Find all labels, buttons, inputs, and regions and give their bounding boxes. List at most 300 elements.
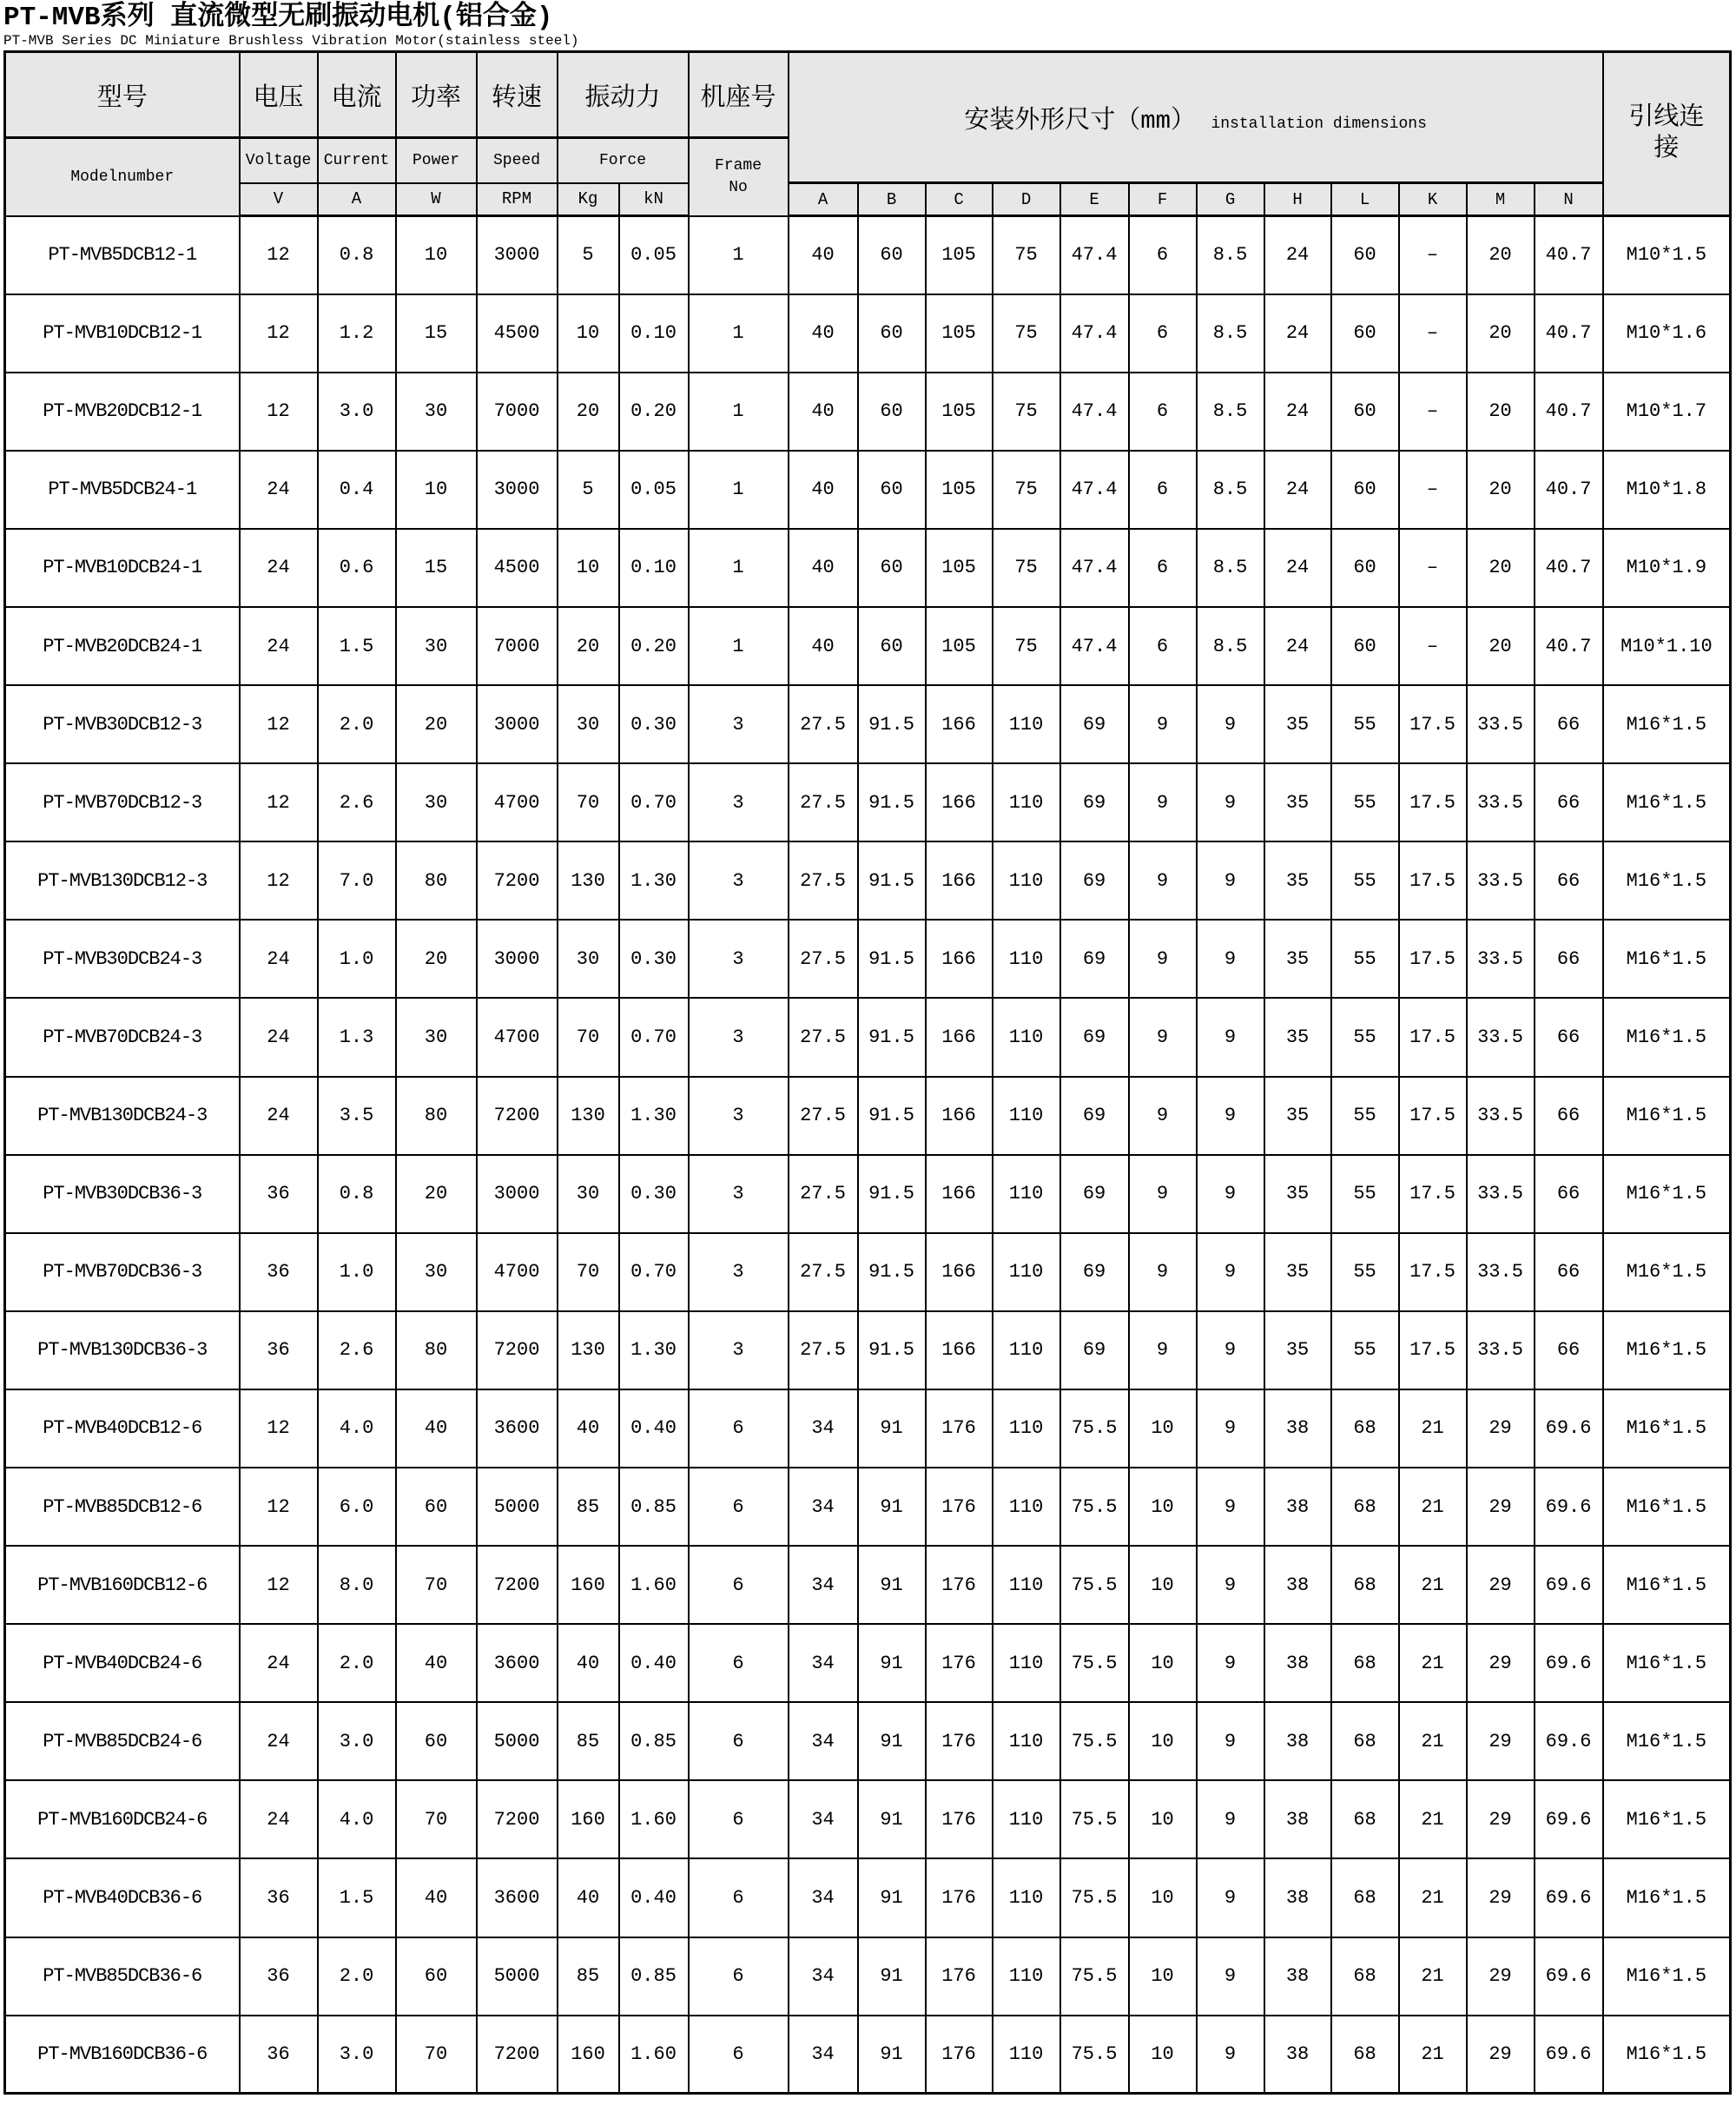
value-cell: M10*1.10 [1603,607,1731,685]
value-cell: 30 [396,763,477,841]
value-cell: 166 [926,1233,993,1311]
value-cell: 10 [1129,1624,1197,1702]
value-cell: 80 [396,841,477,920]
value-cell: M16*1.5 [1603,1624,1731,1702]
value-cell: 69.6 [1535,1858,1603,1937]
value-cell: M16*1.5 [1603,841,1731,920]
value-cell: 24 [240,607,318,685]
unit-speed: RPM [477,183,558,216]
value-cell: 85 [558,1468,619,1546]
value-cell: 176 [926,1468,993,1546]
model-cell: PT-MVB30DCB12-3 [5,685,240,763]
value-cell: 7200 [477,1546,558,1624]
value-cell: 35 [1264,998,1331,1076]
table-header [5,52,1731,216]
value-cell: 29 [1467,1546,1535,1624]
model-cell: PT-MVB160DCB24-6 [5,1780,240,1858]
value-cell: 38 [1264,1858,1331,1937]
value-cell: 5000 [477,1702,558,1780]
value-cell: 40.7 [1535,294,1603,373]
dim-letter-f: F [1129,183,1197,216]
value-cell: 68 [1331,1702,1399,1780]
value-cell: 55 [1331,1155,1399,1233]
value-cell: 0.40 [619,1624,689,1702]
value-cell: 30 [558,920,619,998]
value-cell: 9 [1129,763,1197,841]
value-cell: 12 [240,1389,318,1468]
value-cell: 91.5 [858,1311,926,1389]
dim-letter-g: G [1197,183,1264,216]
frame-no-label: Frame No [715,157,762,196]
value-cell: 1.3 [318,998,396,1076]
value-cell: 0.4 [318,451,396,529]
value-cell: 166 [926,763,993,841]
value-cell: 40 [396,1389,477,1468]
unit-force-kg: Kg [558,183,619,216]
motor-spec-table [3,50,1732,2095]
dimensions-label-en: installation dimensions [1211,115,1427,133]
value-cell: 75 [993,294,1060,373]
value-cell: 3 [689,1233,789,1311]
value-cell: 29 [1467,1858,1535,1937]
value-cell: 110 [993,1468,1060,1546]
value-cell: 24 [240,529,318,607]
value-cell: 55 [1331,1077,1399,1155]
value-cell: 2.0 [318,685,396,763]
value-cell: 110 [993,1389,1060,1468]
value-cell: 8.5 [1197,529,1264,607]
value-cell: 69.6 [1535,1389,1603,1468]
value-cell: M16*1.5 [1603,1546,1731,1624]
value-cell: 69 [1060,763,1129,841]
value-cell: 24 [1264,451,1331,529]
value-cell: 105 [926,607,993,685]
value-cell: 20 [1467,373,1535,451]
table-row [5,920,1731,998]
value-cell: 7200 [477,1311,558,1389]
value-cell: 34 [789,2016,858,2094]
value-cell: 60 [858,529,926,607]
dimensions-label-cn: 安装外形尺寸（mm） [964,106,1197,135]
value-cell: 9 [1197,1311,1264,1389]
value-cell: 3 [689,920,789,998]
value-cell: 5000 [477,1468,558,1546]
value-cell: 12 [240,763,318,841]
value-cell: – [1399,294,1467,373]
value-cell: 17.5 [1399,763,1467,841]
value-cell: 33.5 [1467,1311,1535,1389]
value-cell: 36 [240,1233,318,1311]
value-cell: 0.30 [619,1155,689,1233]
value-cell: 6 [689,1546,789,1624]
value-cell: 24 [240,1702,318,1780]
value-cell: 166 [926,998,993,1076]
model-cell: PT-MVB40DCB24-6 [5,1624,240,1702]
value-cell: 55 [1331,685,1399,763]
value-cell: 110 [993,2016,1060,2094]
value-cell: 33.5 [1467,841,1535,920]
table-row [5,1937,1731,2016]
value-cell: 110 [993,763,1060,841]
value-cell: 30 [396,998,477,1076]
value-cell: 47.4 [1060,529,1129,607]
value-cell: 1 [689,529,789,607]
value-cell: 12 [240,373,318,451]
value-cell: 160 [558,2016,619,2094]
value-cell: 15 [396,294,477,373]
value-cell: 35 [1264,1077,1331,1155]
value-cell: 35 [1264,1311,1331,1389]
value-cell: M16*1.5 [1603,1311,1731,1389]
value-cell: 91 [858,1624,926,1702]
value-cell: 75.5 [1060,1702,1129,1780]
value-cell: 6 [1129,451,1197,529]
col-header-voltage-en: Voltage [240,138,318,183]
value-cell: 69.6 [1535,1702,1603,1780]
value-cell: 110 [993,998,1060,1076]
value-cell: 35 [1264,920,1331,998]
value-cell: 9 [1197,1858,1264,1937]
value-cell: 75.5 [1060,1389,1129,1468]
value-cell: 33.5 [1467,920,1535,998]
value-cell: 8.0 [318,1546,396,1624]
value-cell: 6 [689,1858,789,1937]
value-cell: 47.4 [1060,373,1129,451]
value-cell: 91 [858,1780,926,1858]
value-cell: 0.10 [619,294,689,373]
dim-letter-c: C [926,183,993,216]
model-cell: PT-MVB70DCB24-3 [5,998,240,1076]
value-cell: 110 [993,1077,1060,1155]
value-cell: 38 [1264,1937,1331,2016]
value-cell: 68 [1331,2016,1399,2094]
col-header-power-en: Power [396,138,477,183]
value-cell: 66 [1535,1155,1603,1233]
value-cell: 24 [1264,216,1331,294]
value-cell: 75.5 [1060,1624,1129,1702]
value-cell: 68 [1331,1468,1399,1546]
value-cell: 12 [240,841,318,920]
value-cell: 91.5 [858,998,926,1076]
value-cell: 166 [926,1077,993,1155]
value-cell: 9 [1197,1702,1264,1780]
value-cell: 70 [396,1780,477,1858]
value-cell: 69.6 [1535,1624,1603,1702]
value-cell: M10*1.5 [1603,216,1731,294]
value-cell: 60 [1331,216,1399,294]
value-cell: 110 [993,1624,1060,1702]
value-cell: 75.5 [1060,1780,1129,1858]
value-cell: 40 [789,529,858,607]
value-cell: 69.6 [1535,1546,1603,1624]
value-cell: 110 [993,841,1060,920]
value-cell: 47.4 [1060,451,1129,529]
value-cell: 38 [1264,1702,1331,1780]
value-cell: 9 [1197,1546,1264,1624]
model-cell: PT-MVB160DCB36-6 [5,2016,240,2094]
value-cell: 8.5 [1197,451,1264,529]
value-cell: 60 [858,373,926,451]
value-cell: 21 [1399,1780,1467,1858]
value-cell: 110 [993,1858,1060,1937]
value-cell: 6 [1129,216,1197,294]
model-cell: PT-MVB5DCB12-1 [5,216,240,294]
value-cell: 105 [926,294,993,373]
value-cell: 91 [858,1858,926,1937]
value-cell: 176 [926,1702,993,1780]
value-cell: 10 [396,451,477,529]
value-cell: 4.0 [318,1389,396,1468]
value-cell: 36 [240,1858,318,1937]
model-cell: PT-MVB130DCB36-3 [5,1311,240,1389]
table-row [5,1311,1731,1389]
value-cell: 9 [1197,1389,1264,1468]
value-cell: 10 [1129,1702,1197,1780]
value-cell: 24 [1264,529,1331,607]
value-cell: 110 [993,1546,1060,1624]
value-cell: 24 [1264,373,1331,451]
value-cell: M16*1.5 [1603,685,1731,763]
value-cell: 6 [689,1937,789,2016]
col-header-frame-cn: 机座号 [689,52,789,138]
value-cell: 33.5 [1467,763,1535,841]
value-cell: M16*1.5 [1603,1155,1731,1233]
value-cell: 130 [558,1311,619,1389]
value-cell: 110 [993,920,1060,998]
value-cell: 21 [1399,1389,1467,1468]
value-cell: 20 [396,920,477,998]
value-cell: 3.0 [318,373,396,451]
value-cell: 0.40 [619,1389,689,1468]
value-cell: 9 [1197,763,1264,841]
value-cell: 110 [993,1155,1060,1233]
value-cell: 3000 [477,920,558,998]
value-cell: 21 [1399,1937,1467,2016]
value-cell: 66 [1535,763,1603,841]
value-cell: 75 [993,373,1060,451]
value-cell: 21 [1399,1858,1467,1937]
value-cell: 69 [1060,998,1129,1076]
value-cell: 75.5 [1060,1937,1129,2016]
value-cell: 8.5 [1197,294,1264,373]
value-cell: 33.5 [1467,685,1535,763]
table-row [5,998,1731,1076]
value-cell: M16*1.5 [1603,1937,1731,2016]
value-cell: 24 [240,998,318,1076]
model-cell: PT-MVB10DCB12-1 [5,294,240,373]
value-cell: 21 [1399,1702,1467,1780]
value-cell: 35 [1264,1233,1331,1311]
value-cell: 8.5 [1197,216,1264,294]
value-cell: 166 [926,920,993,998]
value-cell: 9 [1197,1780,1264,1858]
dim-letter-h: H [1264,183,1331,216]
value-cell: 66 [1535,1077,1603,1155]
value-cell: 27.5 [789,920,858,998]
col-header-speed-cn: 转速 [477,52,558,138]
value-cell: 24 [240,451,318,529]
value-cell: 60 [396,1702,477,1780]
value-cell: 40.7 [1535,216,1603,294]
value-cell: 20 [558,373,619,451]
value-cell: 27.5 [789,763,858,841]
value-cell: 3 [689,1155,789,1233]
value-cell: 66 [1535,920,1603,998]
dim-letter-n: N [1535,183,1603,216]
value-cell: 75 [993,529,1060,607]
value-cell: 75.5 [1060,1468,1129,1546]
page-title: PT-MVB系列 直流微型无刷振动电机(铝合金) [3,3,553,33]
table-row [5,1233,1731,1311]
value-cell: 35 [1264,685,1331,763]
value-cell: 7.0 [318,841,396,920]
value-cell: 4.0 [318,1780,396,1858]
table-row [5,1546,1731,1624]
value-cell: 30 [558,685,619,763]
value-cell: 3000 [477,451,558,529]
value-cell: 40.7 [1535,607,1603,685]
value-cell: 5 [558,216,619,294]
value-cell: 34 [789,1858,858,1937]
value-cell: 10 [1129,1389,1197,1468]
value-cell: 85 [558,1702,619,1780]
value-cell: 69.6 [1535,1937,1603,2016]
value-cell: – [1399,451,1467,529]
value-cell: 10 [1129,1937,1197,2016]
table-body [5,216,1731,2094]
model-cell: PT-MVB10DCB24-1 [5,529,240,607]
dim-letter-k: K [1399,183,1467,216]
col-header-speed-en: Speed [477,138,558,183]
value-cell: 9 [1197,1624,1264,1702]
value-cell: 8.5 [1197,607,1264,685]
table-row [5,841,1731,920]
value-cell: 33.5 [1467,1233,1535,1311]
value-cell: 17.5 [1399,920,1467,998]
value-cell: M10*1.8 [1603,451,1731,529]
model-cell: PT-MVB160DCB12-6 [5,1546,240,1624]
value-cell: 29 [1467,2016,1535,2094]
unit-power: W [396,183,477,216]
value-cell: M16*1.5 [1603,1389,1731,1468]
value-cell: 176 [926,1546,993,1624]
value-cell: 68 [1331,1624,1399,1702]
value-cell: 0.20 [619,373,689,451]
value-cell: 20 [558,607,619,685]
value-cell: 0.10 [619,529,689,607]
value-cell: 91 [858,2016,926,2094]
value-cell: 5 [558,451,619,529]
value-cell: 20 [1467,451,1535,529]
value-cell: 55 [1331,841,1399,920]
value-cell: 20 [396,685,477,763]
value-cell: 176 [926,1937,993,2016]
value-cell: 70 [396,2016,477,2094]
value-cell: 7200 [477,1780,558,1858]
value-cell: 9 [1129,998,1197,1076]
value-cell: 12 [240,1546,318,1624]
value-cell: – [1399,216,1467,294]
value-cell: 68 [1331,1858,1399,1937]
value-cell: 0.8 [318,216,396,294]
value-cell: 3.0 [318,1702,396,1780]
value-cell: 33.5 [1467,1077,1535,1155]
value-cell: 9 [1197,685,1264,763]
lead-connection-label: 引线连接 [1628,102,1705,163]
value-cell: 9 [1129,1155,1197,1233]
model-cell: PT-MVB130DCB12-3 [5,841,240,920]
col-header-power-cn: 功率 [396,52,477,138]
value-cell: M16*1.5 [1603,1077,1731,1155]
table-row [5,2016,1731,2094]
value-cell: 91 [858,1546,926,1624]
value-cell: 7200 [477,841,558,920]
value-cell: 6 [689,1780,789,1858]
value-cell: 166 [926,1311,993,1389]
value-cell: 7200 [477,2016,558,2094]
col-header-voltage-cn: 电压 [240,52,318,138]
value-cell: 29 [1467,1780,1535,1858]
value-cell: 166 [926,841,993,920]
value-cell: 70 [558,998,619,1076]
value-cell: 38 [1264,1546,1331,1624]
value-cell: 33.5 [1467,998,1535,1076]
value-cell: M16*1.5 [1603,1468,1731,1546]
model-cell: PT-MVB30DCB24-3 [5,920,240,998]
table-row [5,1155,1731,1233]
value-cell: 30 [396,373,477,451]
value-cell: 7000 [477,607,558,685]
value-cell: 1.5 [318,1858,396,1937]
value-cell: 27.5 [789,685,858,763]
value-cell: 27.5 [789,998,858,1076]
value-cell: 70 [558,1233,619,1311]
value-cell: M16*1.5 [1603,763,1731,841]
table-row [5,763,1731,841]
value-cell: M16*1.5 [1603,1233,1731,1311]
value-cell: 10 [396,216,477,294]
value-cell: 105 [926,451,993,529]
value-cell: 1 [689,607,789,685]
value-cell: 130 [558,841,619,920]
value-cell: 40.7 [1535,451,1603,529]
value-cell: 33.5 [1467,1155,1535,1233]
page-subtitle: PT-MVB Series DC Miniature Brushless Vibration Motor(stainless steel) [3,33,579,49]
value-cell: 2.6 [318,1311,396,1389]
value-cell: 160 [558,1546,619,1624]
value-cell: 1.30 [619,1311,689,1389]
value-cell: 110 [993,1702,1060,1780]
value-cell: 75 [993,451,1060,529]
value-cell: 36 [240,2016,318,2094]
value-cell: 27.5 [789,841,858,920]
value-cell: 55 [1331,1233,1399,1311]
value-cell: 3 [689,1077,789,1155]
value-cell: 105 [926,529,993,607]
value-cell: M10*1.7 [1603,373,1731,451]
value-cell: 7000 [477,373,558,451]
dim-letter-l: L [1331,183,1399,216]
value-cell: 0.85 [619,1468,689,1546]
value-cell: 130 [558,1077,619,1155]
value-cell: – [1399,529,1467,607]
value-cell: 36 [240,1937,318,2016]
value-cell: 2.0 [318,1937,396,2016]
table-row [5,1077,1731,1155]
value-cell: 68 [1331,1937,1399,2016]
value-cell: – [1399,373,1467,451]
value-cell: 47.4 [1060,607,1129,685]
